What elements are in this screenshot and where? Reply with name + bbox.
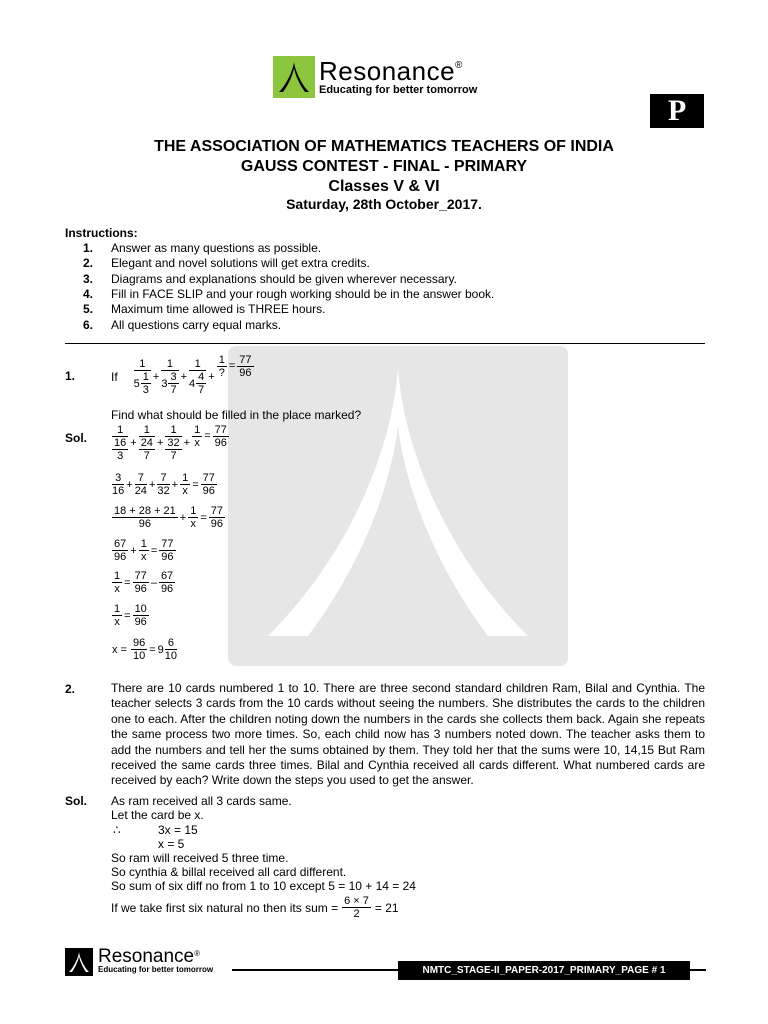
paper-badge: P <box>650 94 704 128</box>
q1-equation: If 1 5 $\frac{1}{3}$ + 1 3 $\frac{3}{7}$ + 1 4 $\frac{4}{7}$ + $\frac{1}{?}$ = $\frac{77}{96}$ <box>111 353 252 396</box>
q2-sol-line: As ram received all 3 cards same. <box>111 794 292 808</box>
divider <box>65 343 705 344</box>
q2-sol-line: x = 5 <box>158 837 185 851</box>
brand-name: Resonance® <box>319 56 463 86</box>
footer-brand-name: Resonance® <box>98 946 201 967</box>
instruction-number: 2. <box>83 256 94 270</box>
q1-sol-step-7: x = $\frac{96}{10}$ = 9 $\frac{6}{10}$ <box>112 637 178 662</box>
fraction-answer: $\frac{77}{96}$ <box>239 353 252 379</box>
instruction-number: 4. <box>83 287 94 301</box>
instruction-text: Elegant and novel solutions will get extra credits. <box>111 256 370 270</box>
footer-logo <box>65 948 235 980</box>
instruction-text: Maximum time allowed is THREE hours. <box>111 302 326 316</box>
instruction-number: 3. <box>83 272 94 286</box>
q2-sol-line: So ram will received 5 three time. <box>111 851 289 865</box>
q1-sol-step-4: $\frac{67}{96}$ + $\frac{1}{x}$ = $\frac{77}{96}$ <box>114 538 174 563</box>
q1-question-text: Find what should be filled in the place marked? <box>111 408 362 422</box>
instruction-text: Answer as many questions as possible. <box>111 241 322 255</box>
solution-label: Sol. <box>65 431 88 445</box>
instructions-heading: Instructions: <box>65 226 138 240</box>
therefore-symbol: ∴ <box>113 823 121 837</box>
q2-sol-last-line: If we take first six natural no then its sum = $\frac{6 \times 7}{2}$ = 21 <box>111 895 399 920</box>
q1-sol-step-2: $\frac{3}{16}$ + $\frac{7}{24}$ + $\frac{7}{32}$ + $\frac{1}{x}$ = $\frac{77}{96}$ <box>112 472 215 497</box>
q2-sol-line: Let the card be x. <box>111 808 204 822</box>
q1-sol-step-1: $\frac{1}{\frac{16}{3}}$ + $\frac{1}{\frac{24}{7}}$ + $\frac{1}{\frac{32}{7}}$ + $\frac{1}{x}$ = $\frac{77}{96}$ <box>114 423 227 462</box>
resonance-logo-icon <box>273 56 315 98</box>
q1-sol-step-3: $\frac{18 + 28 + 21}{96}$ + $\frac{1}{x}$ = $\frac{77}{96}$ <box>114 505 224 530</box>
footer-tagline: Educating for better tomorrow <box>98 965 214 974</box>
q2-sol-line: So sum of six diff no from 1 to 10 except 5 = 10 + 14 = 24 <box>111 879 416 893</box>
q1-sol-step-5: $\frac{1}{x}$ = $\frac{77}{96}$ – $\frac{67}{96}$ <box>114 570 174 595</box>
watermark-logo-icon <box>228 346 568 666</box>
instruction-text: All questions carry equal marks. <box>111 318 282 332</box>
instruction-text: Diagrams and explanations should be given wherever necessary. <box>111 272 457 286</box>
title-association: THE ASSOCIATION OF MATHEMATICS TEACHERS OF INDIA <box>154 138 614 155</box>
brand-tagline: Educating for better tomorrow <box>319 84 478 96</box>
page-label: NMTC_STAGE-II_PAPER-2017_PRIMARY_PAGE # 1 <box>398 961 690 980</box>
instruction-number: 5. <box>83 302 94 316</box>
q1-sol-step-6: $\frac{1}{x}$ = $\frac{10}{96}$ <box>114 603 147 628</box>
q2-sol-line: 3x = 15 <box>158 823 198 837</box>
instruction-number: 6. <box>83 318 94 332</box>
fraction: 1 3 $\frac{3}{7}$ <box>161 358 177 396</box>
fraction: 1 5 $\frac{1}{3}$ <box>133 358 149 396</box>
instruction-text: Fill in FACE SLIP and your rough working should be in the answer book. <box>111 287 495 301</box>
title-contest: GAUSS CONTEST - FINAL - PRIMARY <box>240 158 528 175</box>
resonance-logo-icon <box>65 948 93 976</box>
question-number: 2. <box>65 682 76 696</box>
title-classes: Classes V & VI <box>328 178 440 195</box>
q2-sol-line: So cynthia & billal received all card different. <box>111 865 347 879</box>
q2-question-text: There are 10 cards numbered 1 to 10. There are three second standard children Ram, Bilal and Cynthia. The teacher selects 3 cards from the 10 cards without seeing the numbers. She distributes the cards to the children one to each. After the children noting down the numbers in the cards she collects them back. Again she repeats the same process two more times. So, each child now has 3 numbers noted down. The teacher asks them to add the numbers and tell her the sums obtained by them. They told her that the sums were 10, 14,15 But Ram received the same cards three times. Bilal and Cynthia received all cards different. What numbered cards are received by each? Write down the steps you used to get the answer. <box>111 681 705 788</box>
resonance-logo <box>273 56 497 100</box>
resonance-watermark <box>228 346 568 666</box>
instruction-number: 1. <box>83 241 94 255</box>
solution-label: Sol. <box>65 794 88 808</box>
exam-date: Saturday, 28th October_2017. <box>286 196 482 212</box>
fraction: 1 4 $\frac{4}{7}$ <box>189 358 205 396</box>
fraction-unknown: $\frac{1}{?}$ <box>218 353 225 379</box>
question-number: 1. <box>65 369 76 383</box>
if-word: If <box>111 370 118 384</box>
